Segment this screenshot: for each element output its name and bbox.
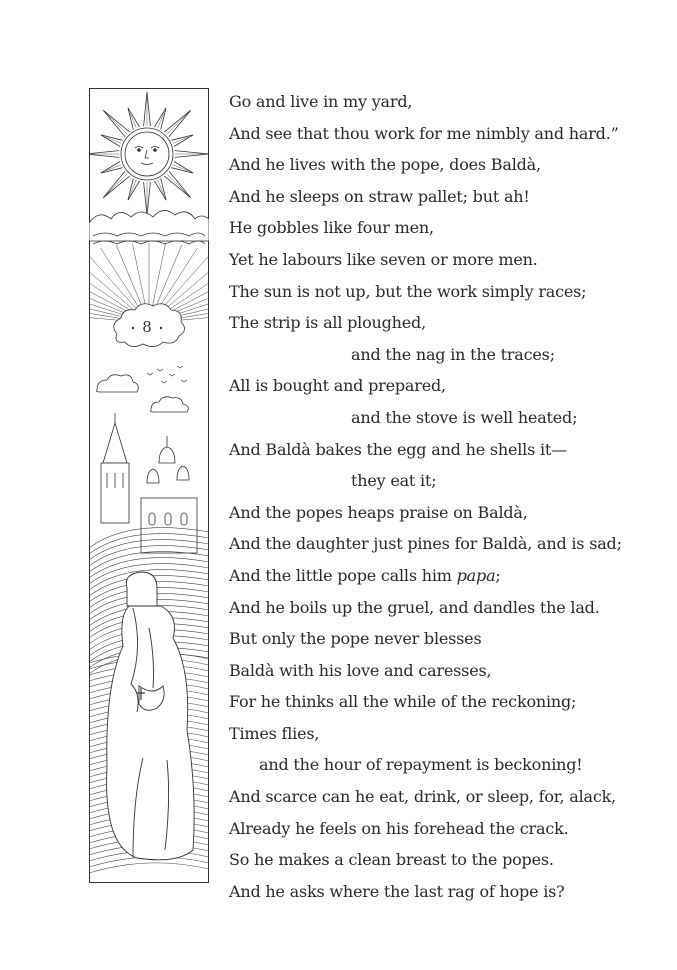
sun-ray xyxy=(101,162,123,174)
poem-line: And he lives with the pope, does Baldà, xyxy=(229,155,541,175)
birds-icon xyxy=(147,366,187,383)
poem-text xyxy=(229,86,659,907)
poem-line: Baldà with his love and caresses, xyxy=(229,660,492,680)
cloud-band xyxy=(89,210,209,244)
poem-line: So he makes a clean breast to the popes. xyxy=(229,850,554,870)
sun-ray-hatch xyxy=(167,114,187,134)
poem-line: Times flies, xyxy=(229,723,320,743)
sun-ray xyxy=(171,162,193,174)
church-illustration xyxy=(101,413,197,553)
hill-contour xyxy=(89,863,209,873)
poem-line-part: And the little pope calls him xyxy=(229,565,457,585)
poem-line: All is bought and prepared, xyxy=(229,376,446,396)
poem-line: And the daughter just pines for Baldà, and is sad; xyxy=(229,534,622,554)
poem-line: they eat it; xyxy=(351,471,437,491)
poem-line: and the hour of repayment is beckoning! xyxy=(259,755,583,775)
poem-line-part: ; xyxy=(495,565,501,585)
poem-line: And the popes heaps praise on Baldà, xyxy=(229,502,528,522)
poem-line: And he sleeps on straw pallet; but ah! xyxy=(229,186,530,206)
sun-ray-hatch xyxy=(107,174,127,194)
poem-line: And Baldà bakes the egg and he shells it— xyxy=(229,439,567,459)
poem-line-emphasis: papa xyxy=(456,565,496,585)
sun-ray xyxy=(128,108,140,130)
sun-ray xyxy=(155,178,167,200)
poem-line: And he asks where the last rag of hope is? xyxy=(229,881,565,901)
page-number: 8 xyxy=(142,318,152,336)
sun-ray xyxy=(128,178,140,200)
sun-ray xyxy=(101,135,123,147)
sun-illustration xyxy=(89,92,209,216)
poem-line: And he boils up the gruel, and dandles the lad. xyxy=(229,597,600,617)
poem-line: Go and live in my yard, xyxy=(229,92,413,111)
poem-line: and the nag in the traces; xyxy=(351,344,555,364)
monk-illustration xyxy=(107,572,195,860)
poem-line: The strip is all ploughed, xyxy=(229,313,426,333)
sun-ray xyxy=(155,108,167,130)
small-clouds xyxy=(97,375,189,412)
sun-ray-hatch xyxy=(167,174,187,194)
poem-line: The sun is not up, but the work simply races; xyxy=(229,281,587,301)
poem-line: Already he feels on his forehead the crack. xyxy=(229,818,569,838)
poem-line: He gobbles like four men, xyxy=(229,218,434,238)
sun-ray xyxy=(171,135,193,147)
hill-contour xyxy=(89,552,209,572)
poem-line: And scarce can he eat, drink, or sleep, for, alack, xyxy=(229,787,617,807)
poem-line xyxy=(229,560,659,592)
poem-line: and the stove is well heated; xyxy=(351,407,578,427)
illustration-panel xyxy=(89,88,209,883)
poem-line: Yet he labours like seven or more men. xyxy=(229,249,538,269)
poem-line: And see that thou work for me nimbly and hard.” xyxy=(229,123,619,143)
poem-line: For he thinks all the while of the reckoning; xyxy=(229,692,577,712)
poem-line: But only the pope never blesses xyxy=(229,629,482,649)
sun-ray-hatch xyxy=(107,114,127,134)
